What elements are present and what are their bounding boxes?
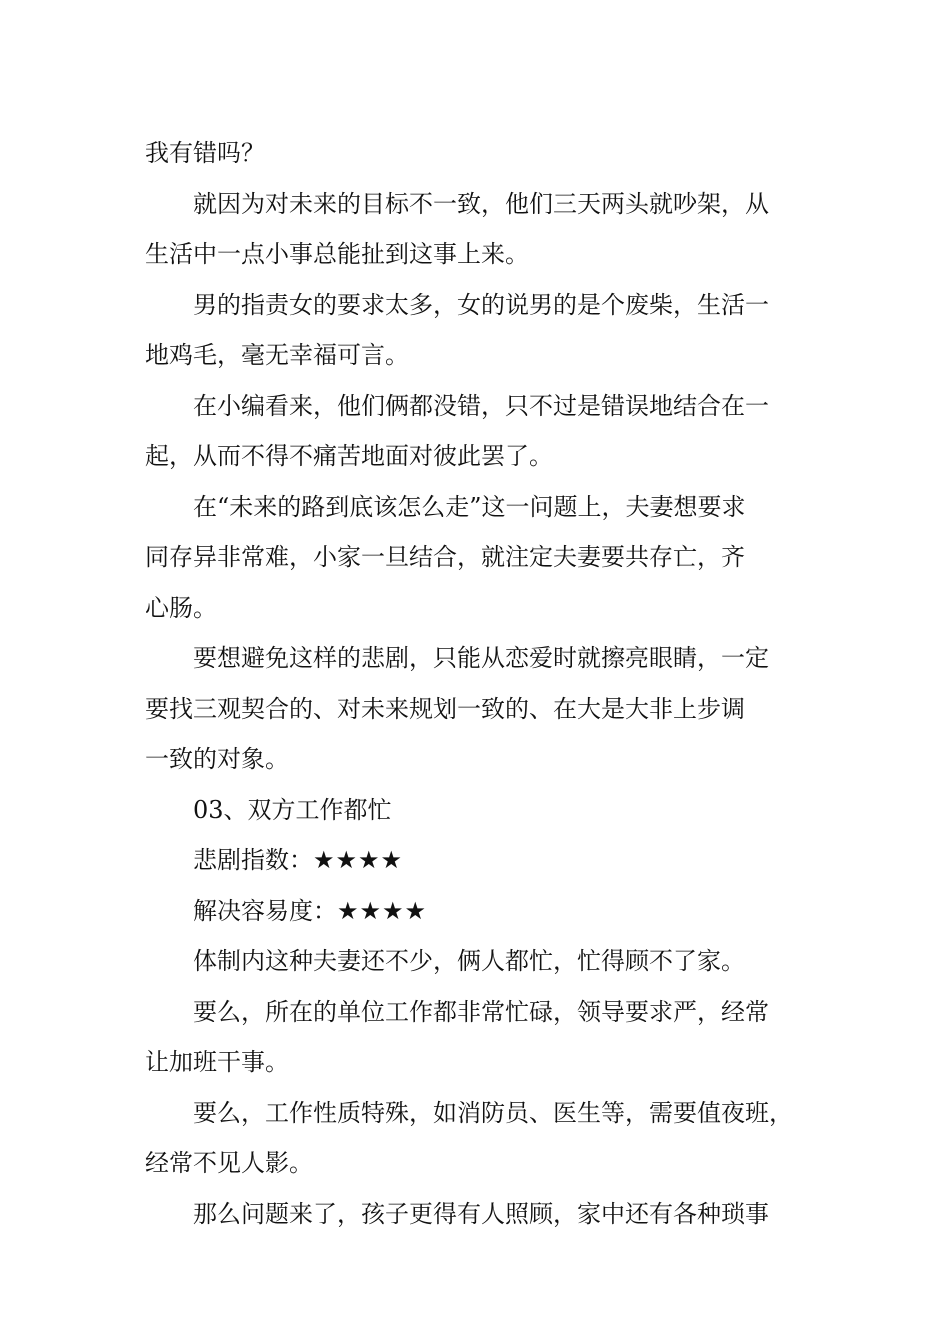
paragraph-goals-conflict: 就因为对未来的目标不一致，他们三天两头就吵架，从 生活中一点小事总能扯到这事上来。 xyxy=(145,189,769,268)
star-rating-icon: ★★★★ xyxy=(337,896,428,925)
paragraph-future-path: 在“未来的路到底该怎么走”这一问题上，夫妻想要求 同存异非常难，小家一旦结合，就注定夫妻要共存亡，齐 心肠。 xyxy=(145,492,746,622)
rating-label: 悲剧指数： xyxy=(193,846,313,874)
star-rating-icon: ★★★★ xyxy=(313,846,404,874)
paragraph-busy-units: 要么，所在的单位工作都非常忙碌，领导要求严，经常 让加班干事。 xyxy=(145,997,769,1076)
paragraph-special-jobs: 要么，工作性质特殊，如消防员、医生等，需要值夜班， 经常不见人影。 xyxy=(145,1098,793,1177)
paragraph-problem: 那么问题来了，孩子更得有人照顾，家中还有各种琐事 xyxy=(193,1199,769,1228)
section-heading-03: 03、双方工作都忙 xyxy=(193,795,392,824)
paragraph-question: 我有错吗？ xyxy=(145,139,265,167)
document-body xyxy=(145,128,810,1239)
paragraph-avoid-tragedy: 要想避免这样的悲剧，只能从恋爱时就擦亮眼睛，一定 要找三观契合的、对未来规划一致的、在大是大非上步调 一致的对象。 xyxy=(145,644,769,773)
rating-tragedy-index xyxy=(145,835,810,886)
paragraph-editor-view: 在小编看来，他们俩都没错，只不过是错误地结合在一 起，从而不得不痛苦地面对彼此罢了。 xyxy=(145,391,769,470)
paragraph-blame: 男的指责女的要求太多，女的说男的是个废柴，生活一 地鸡毛，毫无幸福可言。 xyxy=(145,290,769,369)
paragraph-busy-couples: 体制内这种夫妻还不少，俩人都忙，忙得顾不了家。 xyxy=(193,947,745,975)
rating-label: 解决容易度： xyxy=(193,896,337,925)
rating-solve-ease xyxy=(145,886,810,937)
